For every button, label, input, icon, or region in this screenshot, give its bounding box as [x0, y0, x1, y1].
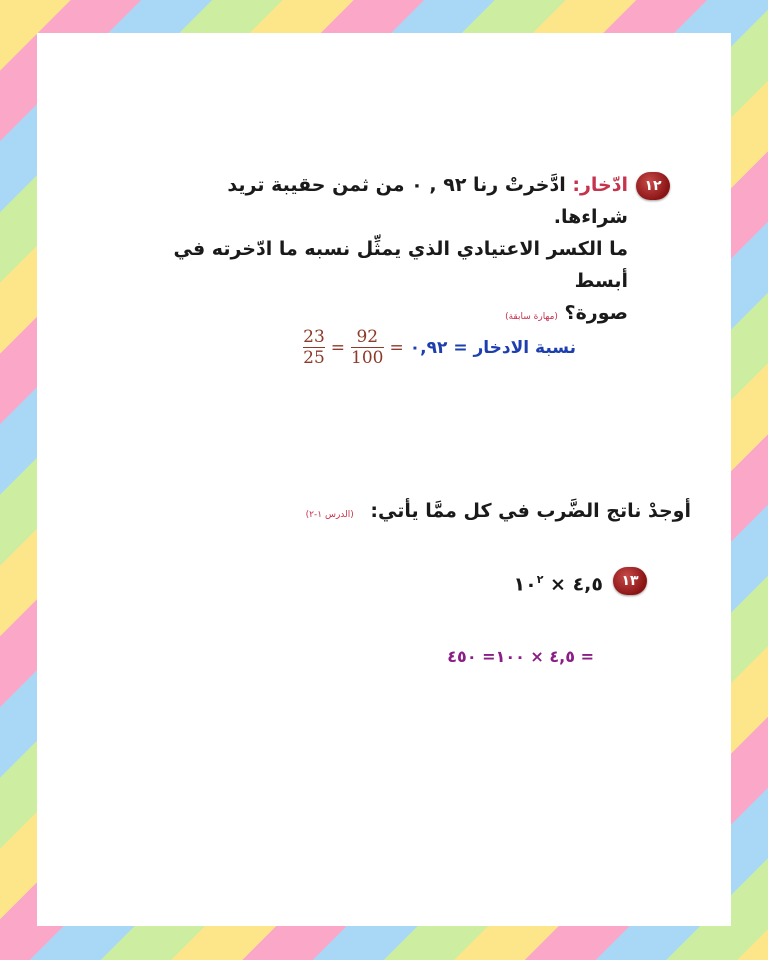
savings-ratio-label: نسبة الادخار =	[453, 337, 576, 358]
question-number-badge	[613, 567, 647, 595]
question-12-text	[158, 169, 628, 333]
lesson-reference-tag: (الدرس ١-٢)	[305, 510, 354, 520]
question-number: ١٣	[621, 573, 639, 589]
equals-sign: =	[330, 337, 346, 358]
fraction-92-100	[351, 328, 383, 367]
skill-reference-tag: (مهارة سابقة)	[505, 312, 558, 322]
savings-decimal: ٠,٩٢	[409, 337, 448, 358]
equals-sign: =	[389, 337, 404, 358]
question-line-3-text: صورة؟	[564, 302, 628, 324]
fraction-denominator: 25	[303, 348, 325, 368]
question-number-badge	[636, 172, 670, 200]
instruction-text: أوجدْ ناتج الضَّرب في كل ممَّا يأتي:	[370, 500, 691, 522]
fraction-23-25	[303, 328, 325, 367]
answer-13-calculation: = ٤,٥ × ١٠٠= ٤٥٠	[447, 647, 594, 666]
exponent: ٢	[536, 573, 544, 586]
worksheet-page	[37, 33, 731, 926]
question-line-1-text: ادَّخرتْ رنا ٩٢ , ٠ من ثمن حقيبة تريد شراءها.	[227, 174, 628, 228]
question-line-2: ما الكسر الاعتيادي الذي يمثِّل نسبه ما ادّخرته في أبسط	[173, 238, 628, 292]
answer-13	[447, 647, 594, 666]
question-topic-label: ادّخار:	[572, 174, 628, 196]
question-number: ١٢	[644, 178, 662, 194]
fraction-numerator: 92	[356, 327, 379, 347]
answer-12	[303, 328, 576, 367]
fraction-numerator: 23	[303, 327, 325, 347]
question-13-expression	[514, 564, 604, 600]
fraction-denominator: 100	[351, 348, 384, 368]
multiplication-expression: ٤,٥ × ١٠	[513, 573, 603, 596]
question-line-1	[158, 169, 628, 233]
instruction	[271, 495, 691, 531]
